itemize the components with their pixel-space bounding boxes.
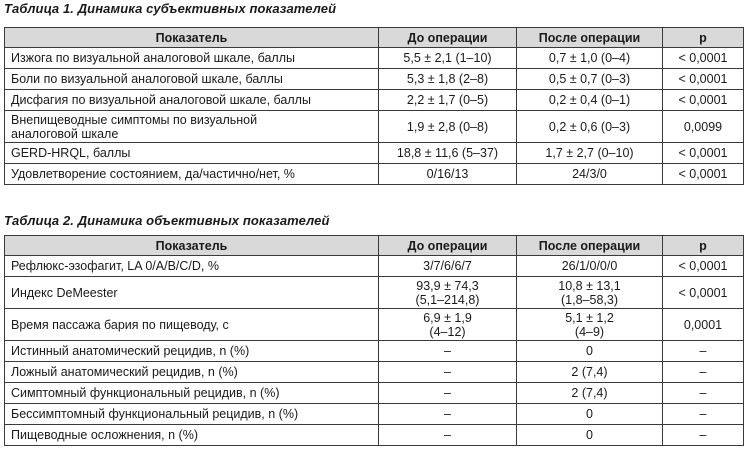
- value-after: 0: [517, 341, 663, 362]
- value-after: 0,2 ± 0,6 (0–3): [517, 111, 663, 143]
- table-row: [5, 404, 744, 425]
- table-row: [5, 164, 744, 185]
- value-before: –: [379, 341, 517, 362]
- row-label: Внепищеводные симптомы по визуальной аналоговой шкале: [5, 111, 379, 143]
- row-label: Рефлюкс-эзофагит, LA 0/A/B/C/D, %: [5, 256, 379, 277]
- table-header-row: [5, 28, 744, 48]
- table-row: [5, 111, 744, 143]
- value-before: –: [379, 383, 517, 404]
- value-after: [517, 309, 663, 341]
- row-label: Ложный анатомический рецидив, n (%): [5, 362, 379, 383]
- column-header-before: До операции: [379, 236, 517, 256]
- value-before: 3/7/6/6/7: [379, 256, 517, 277]
- row-label: Симптомный функциональный рецидив, n (%): [5, 383, 379, 404]
- value-after: 0,2 ± 0,4 (0–1): [517, 90, 663, 111]
- value-after: 26/1/0/0/0: [517, 256, 663, 277]
- column-header-indicator: Показатель: [5, 236, 379, 256]
- value-after-mean: 10,8 ± 13,1: [558, 278, 621, 293]
- p-value: < 0,0001: [663, 90, 744, 111]
- value-after: [517, 277, 663, 309]
- column-header-p: p: [663, 236, 744, 256]
- table-row: [5, 362, 744, 383]
- value-before: 5,5 ± 2,1 (1–10): [379, 48, 517, 69]
- value-after: 0,5 ± 0,7 (0–3): [517, 69, 663, 90]
- table-row: [5, 425, 744, 446]
- row-label: Индекс DeMeester: [5, 277, 379, 309]
- value-before: 0/16/13: [379, 164, 517, 185]
- row-label: GERD-HRQL, баллы: [5, 143, 379, 164]
- column-header-after: После операции: [517, 236, 663, 256]
- table-row: [5, 277, 744, 309]
- p-value: –: [663, 404, 744, 425]
- table-header-row: [5, 236, 744, 256]
- value-before: [379, 309, 517, 341]
- value-before: –: [379, 404, 517, 425]
- value-after: 0: [517, 425, 663, 446]
- row-label: Удовлетворение состоянием, да/частично/нет, %: [5, 164, 379, 185]
- value-before: –: [379, 425, 517, 446]
- value-before: [379, 277, 517, 309]
- p-value: < 0,0001: [663, 256, 744, 277]
- table2: [4, 235, 744, 446]
- table1-caption: Таблица 1. Динамика субъективных показателей: [4, 1, 337, 16]
- column-header-after: После операции: [517, 28, 663, 48]
- p-value: –: [663, 383, 744, 404]
- column-header-p: p: [663, 28, 744, 48]
- row-label: Истинный анатомический рецидив, n (%): [5, 341, 379, 362]
- row-label: Пищеводные осложнения, n (%): [5, 425, 379, 446]
- value-after: 24/3/0: [517, 164, 663, 185]
- p-value: < 0,0001: [663, 69, 744, 90]
- value-after: 0,7 ± 1,0 (0–4): [517, 48, 663, 69]
- value-after-range: (1,8–58,3): [561, 292, 618, 307]
- table-row: [5, 143, 744, 164]
- table2-caption: Таблица 2. Динамика объективных показателей: [4, 213, 330, 228]
- value-before: –: [379, 362, 517, 383]
- column-header-before: До операции: [379, 28, 517, 48]
- value-before-range: (4–12): [429, 324, 466, 339]
- value-after: 2 (7,4): [517, 383, 663, 404]
- table-row: [5, 69, 744, 90]
- table-row: [5, 256, 744, 277]
- row-label: Боли по визуальной аналоговой шкале, баллы: [5, 69, 379, 90]
- table-row: [5, 48, 744, 69]
- value-before-mean: 6,9 ± 1,9: [423, 310, 472, 325]
- p-value: < 0,0001: [663, 143, 744, 164]
- table-row: [5, 309, 744, 341]
- value-after: 2 (7,4): [517, 362, 663, 383]
- p-value: < 0,0001: [663, 48, 744, 69]
- value-after: 1,7 ± 2,7 (0–10): [517, 143, 663, 164]
- row-label: Время пассажа бария по пищеводу, с: [5, 309, 379, 341]
- value-before-mean: 93,9 ± 74,3: [416, 278, 479, 293]
- table-row: [5, 90, 744, 111]
- column-header-indicator: Показатель: [5, 28, 379, 48]
- table-row: [5, 383, 744, 404]
- row-label: Дисфагия по визуальной аналоговой шкале, баллы: [5, 90, 379, 111]
- value-before: 1,9 ± 2,8 (0–8): [379, 111, 517, 143]
- table-row: [5, 341, 744, 362]
- value-before: 2,2 ± 1,7 (0–5): [379, 90, 517, 111]
- value-before: 18,8 ± 11,6 (5–37): [379, 143, 517, 164]
- row-label: Изжога по визуальной аналоговой шкале, баллы: [5, 48, 379, 69]
- p-value: –: [663, 341, 744, 362]
- value-after-range: (4–9): [574, 324, 605, 339]
- value-before: 5,3 ± 1,8 (2–8): [379, 69, 517, 90]
- table1: [4, 27, 744, 185]
- row-label: Бессимптомный функциональный рецидив, n (%): [5, 404, 379, 425]
- p-value: 0,0099: [663, 111, 744, 143]
- value-after: 0: [517, 404, 663, 425]
- p-value: < 0,0001: [663, 164, 744, 185]
- p-value: –: [663, 425, 744, 446]
- value-before-range: (5,1–214,8): [415, 292, 480, 307]
- p-value: 0,0001: [663, 309, 744, 341]
- p-value: –: [663, 362, 744, 383]
- p-value: < 0,0001: [663, 277, 744, 309]
- value-after-mean: 5,1 ± 1,2: [565, 310, 614, 325]
